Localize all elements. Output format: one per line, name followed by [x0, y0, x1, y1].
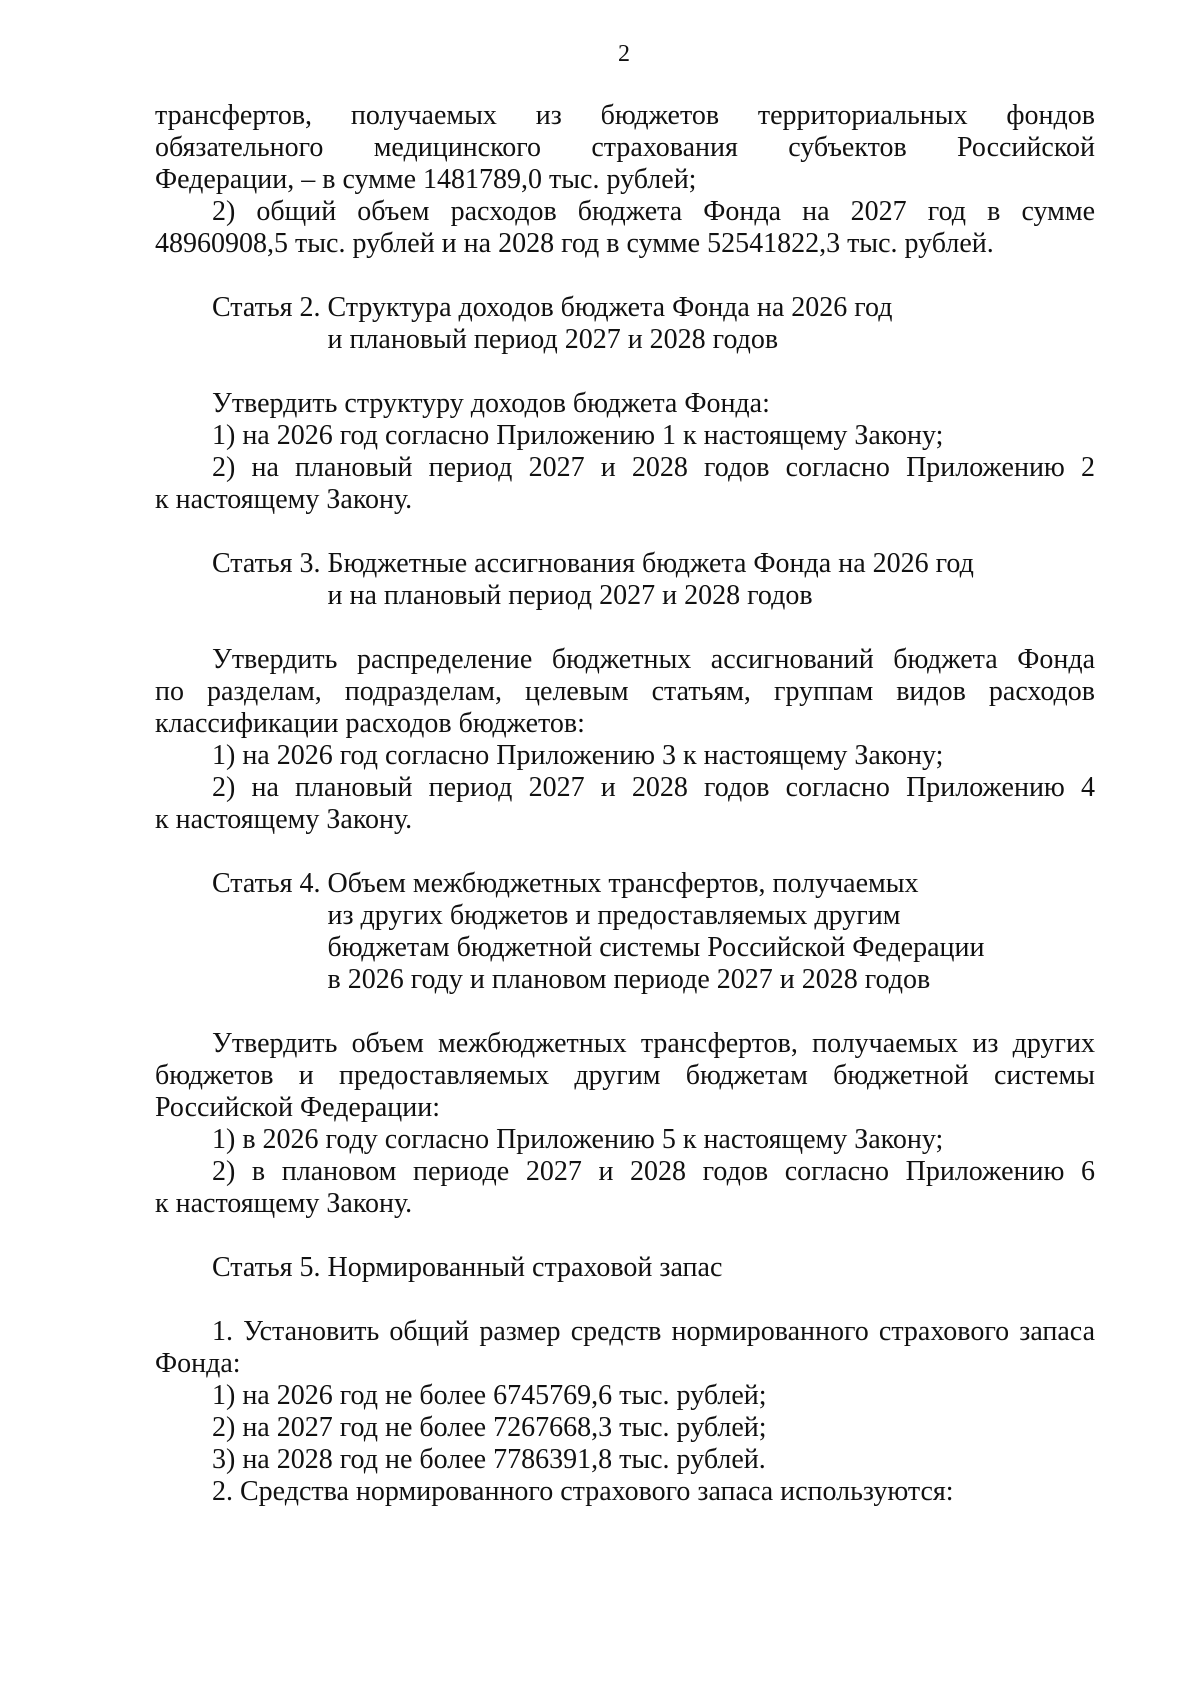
article-4-p1-line-3: Российской Федерации:: [155, 1092, 441, 1123]
article-2-heading: [155, 292, 1095, 356]
intro-item2-line-1: 2) общий объем расходов бюджета Фонда на 2027 год в сумме: [212, 196, 1095, 227]
document-body: [155, 100, 1095, 1508]
article-5-heading: [155, 1252, 1095, 1284]
article-4-heading: [155, 868, 1095, 996]
article-5-p1-line-2: Фонда:: [155, 1348, 241, 1379]
article-5-item-1: 1) на 2026 год не более 6745769,6 тыс. рублей;: [212, 1380, 767, 1411]
article-2-p2: 1) на 2026 год согласно Приложению 1 к настоящему Закону;: [212, 420, 944, 451]
article-3-p1-line-2: по разделам, подразделам, целевым статьям, группам видов расходов: [155, 676, 1095, 707]
article-5-p2: 2. Средства нормированного страхового запаса используются:: [212, 1476, 954, 1507]
article-2-p3-line-2: к настоящему Закону.: [155, 484, 413, 515]
article-3-p3-line-2: к настоящему Закону.: [155, 804, 413, 835]
intro-item2-line-2: 48960908,5 тыс. рублей и на 2028 год в сумме 52541822,3 тыс. рублей.: [155, 228, 994, 259]
article-3-p1-line-1: Утвердить распределение бюджетных ассигнований бюджета Фонда: [212, 644, 1095, 675]
article-4-label: Статья 4.: [212, 868, 321, 899]
article-3-heading: [155, 548, 1095, 612]
article-4-p3-line-2: к настоящему Закону.: [155, 1188, 413, 1219]
article-4-p2: 1) в 2026 году согласно Приложению 5 к настоящему Закону;: [212, 1124, 944, 1155]
intro-line-3: Федерации, – в сумме 1481789,0 тыс. рублей;: [155, 164, 697, 195]
article-2-title-line-2: и плановый период 2027 и 2028 годов: [327, 324, 779, 355]
article-5-label: Статья 5.: [212, 1252, 321, 1283]
article-2-title-line-1: Структура доходов бюджета Фонда на 2026 год: [327, 292, 893, 323]
article-5-item-3: 3) на 2028 год не более 7786391,8 тыс. рублей.: [212, 1444, 766, 1475]
article-4-title-line-4: в 2026 году и плановом периоде 2027 и 2028 годов: [327, 964, 931, 995]
article-4-title-line-2: из других бюджетов и предоставляемых другим: [327, 900, 901, 931]
article-4-title-line-3: бюджетам бюджетной системы Российской Федерации: [327, 932, 985, 963]
page-number: 2: [618, 41, 630, 67]
article-2-p1: Утвердить структуру доходов бюджета Фонда:: [212, 388, 770, 419]
article-3-title-line-1: Бюджетные ассигнования бюджета Фонда на 2026 год: [327, 548, 974, 579]
article-5-p1-line-1: 1. Установить общий размер средств нормированного страхового запаса: [212, 1316, 1095, 1347]
article-3-p1-line-3: классификации расходов бюджетов:: [155, 708, 585, 739]
article-3-label: Статья 3.: [212, 548, 321, 579]
article-4-p1-line-1: Утвердить объем межбюджетных трансфертов, получаемых из других: [212, 1028, 1095, 1059]
article-4-title-line-1: Объем межбюджетных трансфертов, получаемых: [327, 868, 919, 899]
intro-line-1: трансфертов, получаемых из бюджетов территориальных фондов: [155, 100, 1095, 131]
article-3-p3-line-1: 2) на плановый период 2027 и 2028 годов согласно Приложению 4: [212, 772, 1095, 803]
article-5-title: Нормированный страховой запас: [327, 1252, 723, 1283]
article-4-p1-line-2: бюджетов и предоставляемых другим бюджетам бюджетной системы: [155, 1060, 1095, 1091]
article-3-title-line-2: и на плановый период 2027 и 2028 годов: [327, 580, 813, 611]
intro-line-2: обязательного медицинского страхования субъектов Российской: [155, 132, 1095, 163]
article-5-item-2: 2) на 2027 год не более 7267668,3 тыс. рублей;: [212, 1412, 767, 1443]
article-2-p3-line-1: 2) на плановый период 2027 и 2028 годов согласно Приложению 2: [212, 452, 1095, 483]
article-4-p3-line-1: 2) в плановом периоде 2027 и 2028 годов согласно Приложению 6: [212, 1156, 1095, 1187]
article-2-label: Статья 2.: [212, 292, 321, 323]
article-3-p2: 1) на 2026 год согласно Приложению 3 к настоящему Закону;: [212, 740, 944, 771]
